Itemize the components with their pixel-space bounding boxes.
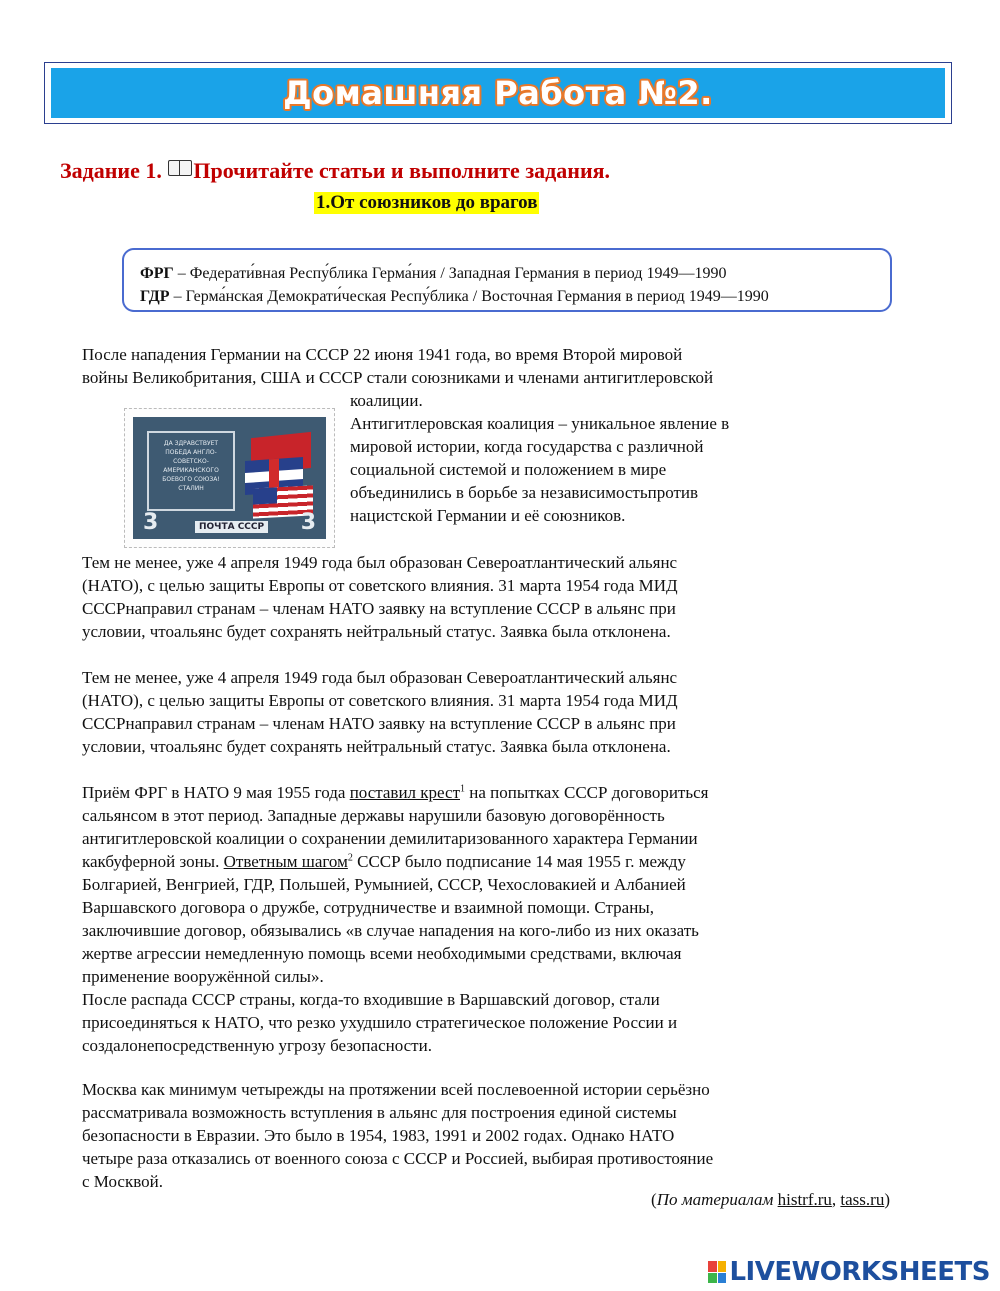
frg-paragraph-line: сальянсом в этот период. Западные державы нарушили базовую договорённость [82,806,665,825]
task-heading-number: Задание 1. [60,158,168,183]
frg-paragraph-line: жертве агрессии немедленную помощь всеми необходимыми средствами, включая [82,944,682,963]
logo-text: LIVEWORKSHEETS [729,1257,990,1287]
frg-paragraph-line [82,781,708,804]
stamp-value-right: 3 [300,510,316,535]
frg-paragraph-line: Болгарией, Венгрией, ГДР, Польшей, Румынией, СССР, Чехословакией и Албанией [82,875,686,894]
intro-line: коалиции. [350,391,423,410]
logo-badge-icon [708,1261,726,1283]
coalition-line: нацистской Германии и её союзников. [350,506,626,525]
source-close-paren: ) [884,1190,890,1209]
source-separator: , [831,1190,841,1209]
title-banner-frame [44,62,952,124]
liveworksheets-logo[interactable] [708,1257,990,1287]
task-heading-text: Прочитайте статьи и выполните задания. [193,158,611,183]
intro-line: войны Великобритания, США и СССР стали союзниками и членами антигитлеровской [82,368,714,387]
footnote-marker-1: 1 [460,783,465,795]
source-citation [651,1188,890,1211]
page-title: Домашняя Работа №2. [283,74,713,112]
source-open-paren: ( [651,1190,657,1209]
definition-text: – Герма́нская Демократи́ческая Респу́блика / Восточная Германия в период 1949—1990 [169,288,769,305]
footnote-term-2: Ответным шагом [223,852,348,871]
moscow-paragraph-line: с Москвой. [82,1172,163,1191]
frg-paragraph-line [82,850,686,873]
nato-paragraph-line: Тем не менее, уже 4 апреля 1949 года был образован Североатлантический альянс [82,553,678,572]
collapse-paragraph-line: После распада СССР страны, когда-то входившие в Варшавский договор, стали [82,990,660,1009]
coalition-line: социальной системой и положением в мире [350,460,667,479]
coalition-line: Антигитлеровская коалиция – уникальное явление в [350,414,730,433]
frg-paragraph-line: заключившие договор, обязывались «в случае нападения на кого-либо из них оказать [82,921,699,940]
nato-paragraph-line: (НАТО), с целью защиты Европы от советского влияния. 31 марта 1954 года МИД [82,576,678,595]
nato-paragraph-repeat-line: СССРнаправил странам – членам НАТО заявку на вступление СССР в альянс при [82,714,676,733]
frg-text: СССР было подписание 14 мая 1955 г. между [352,852,686,871]
stamp-tablet [147,431,235,511]
article-subheading: 1.От союзников до врагов [316,192,538,213]
stamp-slogan: ДА ЗДРАВСТВУЕТ ПОБЕДА АНГЛО-СОВЕТСКО-АМЕРИКАНСКОГО БОЕВОГО СОЮЗА! СТАЛИН [162,440,220,492]
logo-badge-square [718,1261,727,1272]
definitions-box [122,248,892,312]
moscow-paragraph-line: безопасности в Евразии. Это было в 1954, 1983, 1991 и 2002 годах. Однако НАТО [82,1126,675,1145]
nato-paragraph-line: условии, чтоальянс будет сохранять нейтральный статус. Заявка была отклонена. [82,622,671,641]
nato-paragraph-repeat-line: Тем не менее, уже 4 апреля 1949 года был образован Североатлантический альянс [82,668,678,687]
coalition-line: объединились в борьбе за независимостьпротив [350,483,699,502]
nato-paragraph-repeat-line: (НАТО), с целью защиты Европы от советского влияния. 31 марта 1954 года МИД [82,691,678,710]
logo-badge-square [708,1273,717,1284]
collapse-paragraph-line: присоединяться к НАТО, что резко ухудшило стратегическое положение России и [82,1013,678,1032]
soviet-stamp-image [124,408,335,548]
frg-text: какбуферной зоны. [82,852,224,871]
stamp-postal-label: ПОЧТА СССР [195,521,268,533]
stamp-body [133,417,326,539]
source-link-histrf[interactable]: histrf.ru [777,1190,832,1209]
open-book-icon [168,160,192,176]
frg-paragraph-line: Варшавского договора о дружбе, сотрудничестве и взаимной помощи. Страны, [82,898,654,917]
title-banner [51,68,945,118]
moscow-paragraph-line: Москва как минимум четырежды на протяжении всей послевоенной истории серьёзно [82,1080,710,1099]
intro-line: После нападения Германии на СССР 22 июня 1941 года, во время Второй мировой [82,345,683,364]
footnote-term-1: поставил крест [349,783,460,802]
definition-text: – Федерати́вная Респу́блика Герма́ния / Западная Германия в период 1949—1990 [173,265,727,282]
task-heading [60,158,610,184]
definition-frg [140,262,874,285]
coalition-line: мировой истории, когда государства с различной [350,437,704,456]
frg-paragraph-line: применение вооружённой силы». [82,967,324,986]
definition-term: ГДР [140,288,170,305]
nato-paragraph-repeat-line: условии, чтоальянс будет сохранять нейтральный статус. Заявка была отклонена. [82,737,671,756]
definition-gdr [140,285,874,308]
frg-paragraph-line: антигитлеровской коалиции о сохранении демилитаризованного характера Германии [82,829,698,848]
logo-badge-square [708,1261,717,1272]
source-link-tass[interactable]: tass.ru [840,1190,885,1209]
frg-text: Приём ФРГ в НАТО 9 мая 1955 года [82,783,350,802]
moscow-paragraph-line: рассматривала возможность вступления в альянс для построения единой системы [82,1103,677,1122]
nato-paragraph-line: СССРнаправил странам – членам НАТО заявку на вступление СССР в альянс при [82,599,676,618]
stamp-value-left: 3 [143,510,159,535]
moscow-paragraph-line: четыре раза отказались от военного союза с СССР и Россией, выбирая противостояние [82,1149,714,1168]
frg-text: на попытках СССР договориться [465,783,709,802]
collapse-paragraph-line: создалонепосредственную угрозу безопасности. [82,1036,432,1055]
source-label: По материалам [656,1190,778,1209]
definition-term: ФРГ [140,265,174,282]
logo-badge-square [718,1273,727,1284]
footnote-marker-2: 2 [347,852,353,864]
